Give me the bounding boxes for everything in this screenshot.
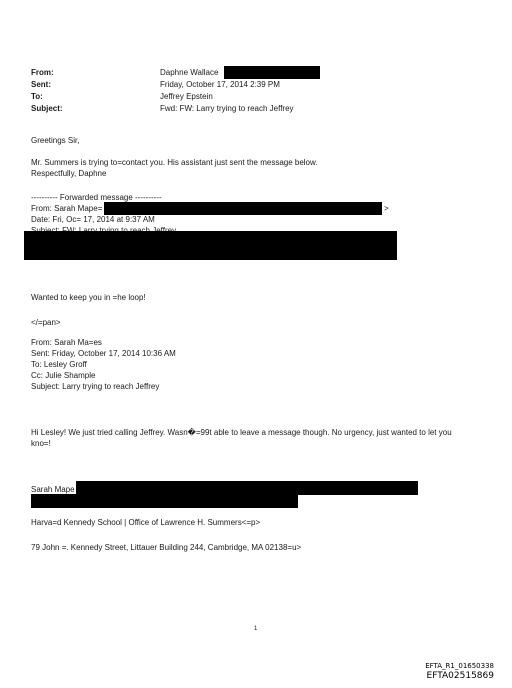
original-sent: Sent: Friday, October 17, 2014 10:36 AM [31,349,176,358]
redaction-bar [31,494,298,508]
forwarded-from: From: Sarah Mape= [31,204,103,213]
sent-value: Friday, October 17, 2014 2:39 PM [160,80,280,89]
html-artifact: </=pan> [31,318,61,327]
signature-address: 79 John =. Kennedy Street, Littauer Building 244, Cambridge, MA 02138=u> [31,543,302,552]
redaction-bar [24,231,397,260]
forwarded-marker: ---------- Forwarded message ---------- [31,193,162,202]
original-from: From: Sarah Ma=es [31,338,102,347]
body-line: Wanted to keep you in =he loop! [31,293,146,302]
signature-name: Sarah Mape [31,485,75,494]
from-value: Daphne Wallace [160,68,219,77]
forwarded-from-tail: > [384,204,389,213]
page-number: 1 [254,626,258,632]
forwarded-date: Date: Fri, Oc= 17, 2014 at 9:37 AM [31,215,155,224]
to-label: To: [31,92,43,101]
message-line: Hi Lesley! We just tried calling Jeffrey. Wasn�=99t able to leave a message though. No urgency, just wanted to let you [31,428,452,437]
body-line: Mr. Summers is trying to=contact you. His assistant just sent the message below. [31,158,318,167]
body-line: Respectfully, Daphne [31,169,107,178]
redaction-bar [104,202,382,215]
from-label: From: [31,68,54,77]
subject-label: Subject: [31,104,63,113]
reference-id: EFTA_R1_01650338 [425,662,494,670]
redaction-bar [224,66,320,79]
redaction-bar [76,481,418,495]
bates-number: EFTA02515869 [426,671,494,681]
original-cc: Cc: Julie Shample [31,371,96,380]
original-to: To: Lesley Groff [31,360,87,369]
original-subject: Subject: Larry trying to reach Jeffrey [31,382,160,391]
to-value: Jeffrey Epstein [160,92,213,101]
greeting: Greetings Sir, [31,136,80,145]
sent-label: Sent: [31,80,51,89]
signature-org: Harva=d Kennedy School | Office of Lawrence H. Summers<=p> [31,518,261,527]
message-line: kno=! [31,439,51,448]
subject-value: Fwd: FW: Larry trying to reach Jeffrey [160,104,294,113]
